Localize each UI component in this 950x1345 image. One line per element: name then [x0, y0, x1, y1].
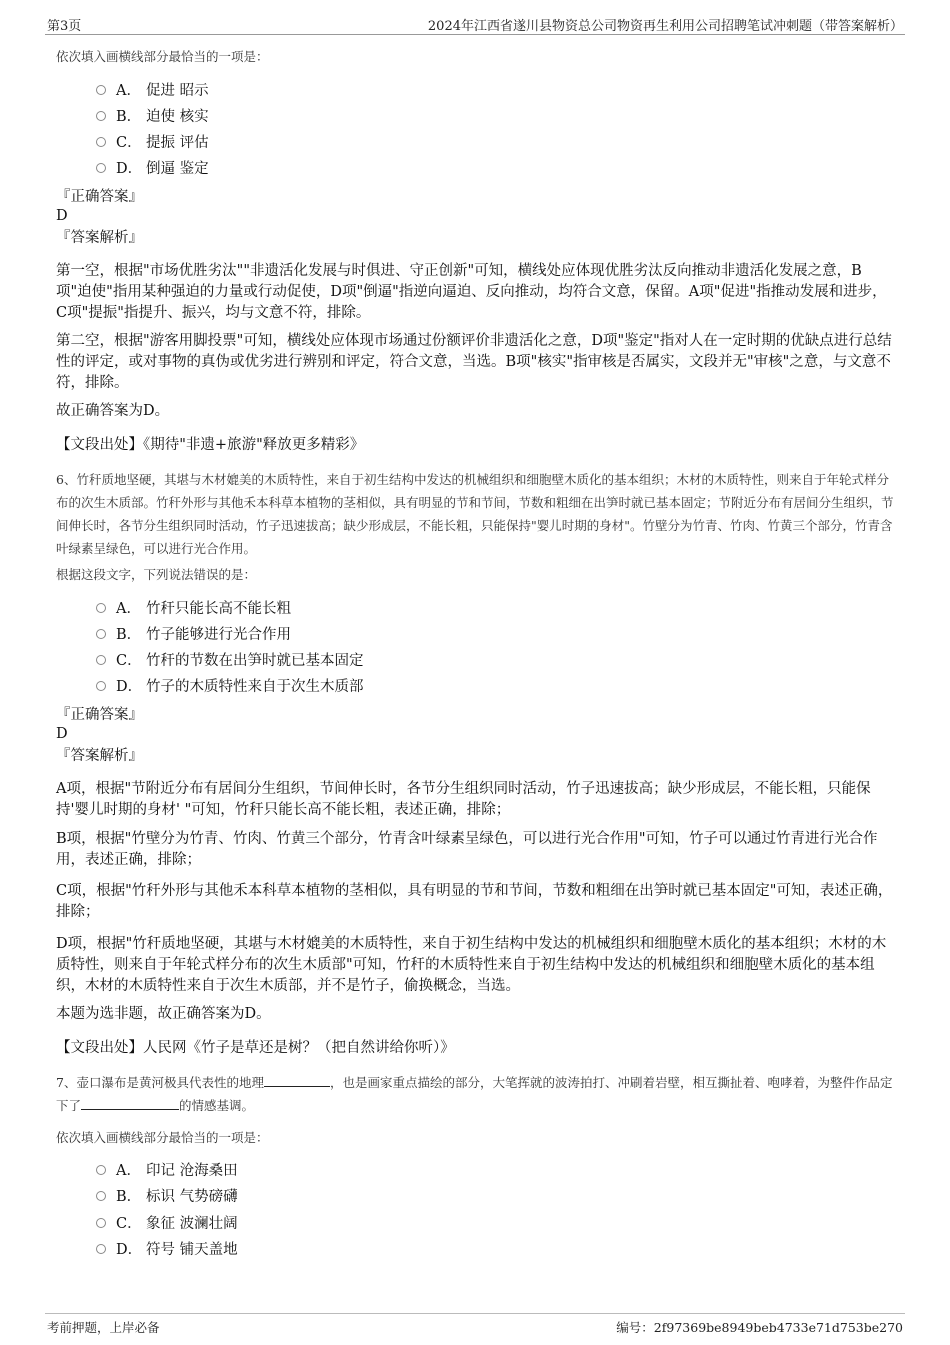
- page-footer: [45, 1313, 905, 1338]
- analysis-paragraph: 第一空，根据"市场优胜劣汰""非遗活化发展与时俱进、守正创新"可知，横线处应体现优胜劣汰反向推动非遗活化发展之意，B项"迫使"指用某种强迫的力量或行动促使，D项"倒逼"指逆向逼迫、反向推动，均符合文意，保留。A项"促进"指推动发展和进步，C项"提振"指提升、振兴，均与文意不符，排除。: [56, 263, 887, 321]
- q6-option-c[interactable]: C． 竹秆的节数在出笋时就已基本固定: [96, 650, 364, 672]
- page-header: [45, 14, 905, 35]
- q5-option-a[interactable]: A． 促进 昭示: [96, 80, 209, 102]
- q7-prompt: 依次填入画横线部分最恰当的一项是：: [56, 1130, 269, 1145]
- radio-icon[interactable]: [96, 629, 106, 639]
- q6-option-d[interactable]: D． 竹子的木质特性来自于次生木质部: [96, 676, 364, 698]
- document-title: 2024年江西省遂川县物资总公司物资再生利用公司招聘笔试冲刺题（带答案解析）: [427, 19, 903, 34]
- answer-label: 『正确答案』: [56, 707, 143, 723]
- source-citation: 【文段出处】《期待"非遗+旅游"释放更多精彩》: [56, 437, 365, 453]
- analysis-label: 『答案解析』: [56, 230, 143, 246]
- analysis-conclusion: 本题为选非题，故正确答案为D。: [56, 1006, 271, 1022]
- analysis-paragraph: C项，根据"竹秆外形与其他禾本科草本植物的茎相似，具有明显的节和节间，节数和粗细在出笋时就已基本固定"可知，表述正确，排除；: [56, 883, 893, 920]
- q6-option-b[interactable]: B． 竹子能够进行光合作用: [96, 624, 291, 646]
- analysis-paragraph: 第二空，根据"游客用脚投票"可知，横线处应体现市场通过份额评价非遗活化之意，D项"鉴定"指对人在一定时期的优缺点进行总结性的评定，或对事物的真伪或优劣进行辨别和评定，符合文意，当选。B项"核实"指审核是否属实，文段并无"审核"之意，与文意不符，排除。: [56, 333, 892, 391]
- q6-prompt: 根据这段文字，下列说法错误的是：: [56, 567, 257, 582]
- page-number: 第3页: [47, 19, 82, 34]
- answer-value: D: [56, 726, 68, 742]
- q5-option-b[interactable]: B． 迫使 核实: [96, 106, 209, 128]
- q7-option-a[interactable]: A． 印记 沧海桑田: [96, 1160, 238, 1182]
- fill-blank: [81, 1095, 179, 1110]
- q5-option-c[interactable]: C． 提振 评估: [96, 132, 209, 154]
- source-citation: 【文段出处】人民网《竹子是草还是树？（把自然讲给你听）》: [56, 1040, 455, 1056]
- q7-option-b[interactable]: B． 标识 气势磅礴: [96, 1186, 238, 1208]
- answer-label: 『正确答案』: [56, 189, 143, 205]
- document-id: 编号：2f97369be8949beb4733e71d753be270: [616, 1320, 903, 1335]
- radio-icon[interactable]: [96, 681, 106, 691]
- radio-icon[interactable]: [96, 111, 106, 121]
- analysis-label: 『答案解析』: [56, 748, 143, 764]
- analysis-paragraph: B项，根据"竹壁分为竹青、竹肉、竹黄三个部分，竹青含叶绿素呈绿色，可以进行光合作用"可知，竹子可以通过竹青进行光合作用，表述正确，排除；: [56, 831, 878, 868]
- analysis-conclusion: 故正确答案为D。: [56, 403, 170, 419]
- fill-blank: [264, 1072, 330, 1087]
- radio-icon[interactable]: [96, 1218, 106, 1228]
- radio-icon[interactable]: [96, 85, 106, 95]
- footer-slogan: 考前押题，上岸必备: [47, 1320, 160, 1335]
- q6-option-a[interactable]: A． 竹秆只能长高不能长粗: [96, 598, 291, 620]
- q7-stem: 7、壶口瀑布是黄河极具代表性的地理 ，也是画家重点描绘的部分，大笔挥就的波涛拍打、冲刷着岩壁，相互撕扯着、咆哮着，为整件作品定下了 的情感基调。: [56, 1071, 896, 1117]
- radio-icon[interactable]: [96, 163, 106, 173]
- analysis-paragraph: D项，根据"竹秆质地坚硬，其堪与木材媲美的木质特性，来自于初生结构中发达的机械组织和细胞壁木质化的基本组织；木材的木质特性，则来自于年轮式样分布的次生木质部"可知，竹秆的木质特性来自于初生结构中发达的机械组织和细胞壁木质化的基本组织，木材的木质特性来自于次生木质部，并不是竹子，偷换概念，当选。: [56, 936, 887, 994]
- q5-prompt: 依次填入画横线部分最恰当的一项是：: [56, 49, 269, 64]
- q7-option-d[interactable]: D． 符号 铺天盖地: [96, 1239, 238, 1261]
- analysis-paragraph: A项，根据"节附近分布有居间分生组织，节间伸长时，各节分生组织同时活动，竹子迅速拔高；缺少形成层，不能长粗，只能保持'婴儿时期的身材' "可知，竹秆只能长高不能长粗，表述正确，排除；: [56, 781, 871, 818]
- radio-icon[interactable]: [96, 1191, 106, 1201]
- radio-icon[interactable]: [96, 603, 106, 613]
- radio-icon[interactable]: [96, 655, 106, 665]
- radio-icon[interactable]: [96, 137, 106, 147]
- q7-option-c[interactable]: C． 象征 波澜壮阔: [96, 1213, 238, 1235]
- q5-option-d[interactable]: D． 倒逼 鉴定: [96, 158, 209, 180]
- answer-value: D: [56, 208, 68, 224]
- radio-icon[interactable]: [96, 1165, 106, 1175]
- radio-icon[interactable]: [96, 1244, 106, 1254]
- q6-stem: 6、竹秆质地坚硬，其堪与木材媲美的木质特性，来自于初生结构中发达的机械组织和细胞壁木质化的基本组织；木材的木质特性，则来自于年轮式样分布的次生木质部。竹秆外形与其他禾本科草本植物的茎相似，具有明显的节和节间，节数和粗细在出笋时就已基本固定；节附近分布有居间分生组织，节间伸长时，各节分生组织同时活动，竹子迅速拔高；缺少形成层，不能长粗，只能保持"婴儿时期的身材"。竹壁分为竹青、竹肉、竹黄三个部分，竹青含叶绿素呈绿色，可以进行光合作用。: [56, 472, 894, 556]
